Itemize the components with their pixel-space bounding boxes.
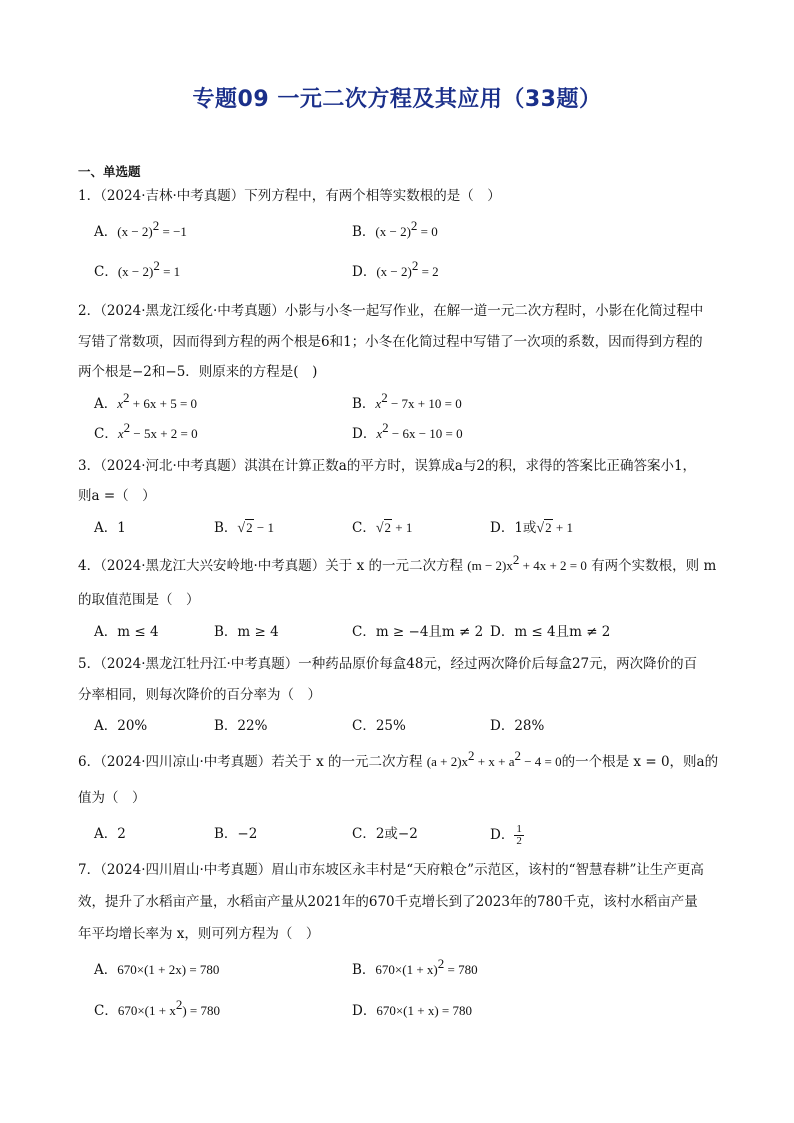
question-6-line-1: 6．（2024·四川凉山·中考真题）若关于 x 的一元二次方程 $(a + 2)x^2 + x + a^2 - 4 = 0$的一个根是 x = 0，则a的 [78,748,719,770]
question-7-option-a: A．670×(1 + 2x) = 780 [94,962,220,978]
question-2-option-b: B．$x^2 - 7x + 10 = 0$ [352,390,462,412]
question-4-line-1: 4．（2024·黑龙江大兴安岭地·中考真题）关于 x 的一元二次方程 $(m - 2)x^2 + 4x + 2 = 0$ 有两个实数根，则 m [78,552,717,574]
question-5-line-1: 5．（2024·黑龙江牡丹江·中考真题）一种药品原价每盒48元，经过两次降价后每盒27元，两次降价的百 [78,656,698,672]
question-4-option-d: D．m ≤ 4且m ≠ 2 [490,624,611,640]
question-2-line-3: 两个根是−2和−5．则原来的方程是( ) [78,364,318,380]
question-3-option-c: C．√2 + 1 [352,520,413,536]
question-1-option-d: D．$(x - 2)^2 = 2$ [352,258,439,280]
question-7-option-d: D．670×(1 + x) = 780 [352,1003,472,1019]
question-6-line-2: 值为（ ） [78,790,146,806]
question-6-option-b: B．−2 [214,826,258,842]
question-1-option-b: B．$(x - 2)^2 = 0$ [352,218,438,240]
question-2-option-a: A．$x^2 + 6x + 5 = 0$ [94,390,198,412]
question-7-option-c: C．$670\times(1 + x^2) = 780$ [94,997,221,1019]
question-5-option-c: C．25% [352,718,406,734]
question-7-line-1: 7．（2024·四川眉山·中考真题）眉山市东坡区永丰村是“天府粮仓”示范区，该村的“智慧春耕”让生产更高 [78,862,704,878]
question-5-option-a: A．20% [94,718,148,734]
question-5-option-b: B．22% [214,718,268,734]
page-title: 专题09 一元二次方程及其应用（33题） [192,87,602,112]
question-3-option-a: A．1 [94,520,126,536]
question-4-option-b: B．m ≥ 4 [214,624,279,640]
question-7-option-b: B．$670\times(1 + x)^2 = 780$ [352,956,478,978]
question-2-line-2: 写错了常数项，因而得到方程的两个根是6和1；小冬在化简过程中写错了一次项的系数，因而得到方程的 [78,334,703,350]
section-heading: 一、单选题 [78,164,141,179]
question-2-option-d: D．$x^2 - 6x - 10 = 0$ [352,420,463,442]
question-6-option-a: A．2 [94,826,126,842]
question-1-option-a: A．$(x - 2)^2 = -1$ [94,218,187,240]
question-5-line-2: 分率相同，则每次降价的百分率为（ ） [78,687,321,703]
question-5-option-d: D．28% [490,718,545,734]
question-1-stem: 1．（2024·吉林·中考真题）下列方程中，有两个相等实数根的是（ ） [78,188,501,204]
question-7-line-2: 效，提升了水稻亩产量，水稻亩产量从2021年的670千克增长到了2023年的780千克，该村水稻亩产量 [78,894,698,910]
question-4-line-2: 的取值范围是（ ） [78,592,200,608]
question-2-line-1: 2．（2024·黑龙江绥化·中考真题）小影与小冬一起写作业，在解一道一元二次方程时，小影在化简过程中 [78,303,704,319]
question-4-option-c: C．m ≥ −4且m ≠ 2 [352,624,484,640]
question-2-option-c: C．$x^2 - 5x + 2 = 0$ [94,420,198,442]
question-3-line-1: 3．（2024·河北·中考真题）淇淇在计算正数a的平方时，误算成a与2的积，求得的答案比正确答案小1， [78,458,697,474]
question-3-line-2: 则a =（ ） [78,488,156,504]
question-6-option-c: C．2或−2 [352,826,418,842]
question-3-option-b: B．√2 − 1 [214,520,274,536]
question-7-line-3: 年平均增长率为 x，则可列方程为（ ） [78,926,320,942]
question-1-option-c: C．$(x - 2)^2 = 1$ [94,258,181,280]
question-4-option-a: A．m ≤ 4 [94,624,159,640]
question-3-option-d: D．1或√2 + 1 [490,520,573,536]
question-6-option-d: D． $\frac{1}{2}$ [490,823,522,847]
